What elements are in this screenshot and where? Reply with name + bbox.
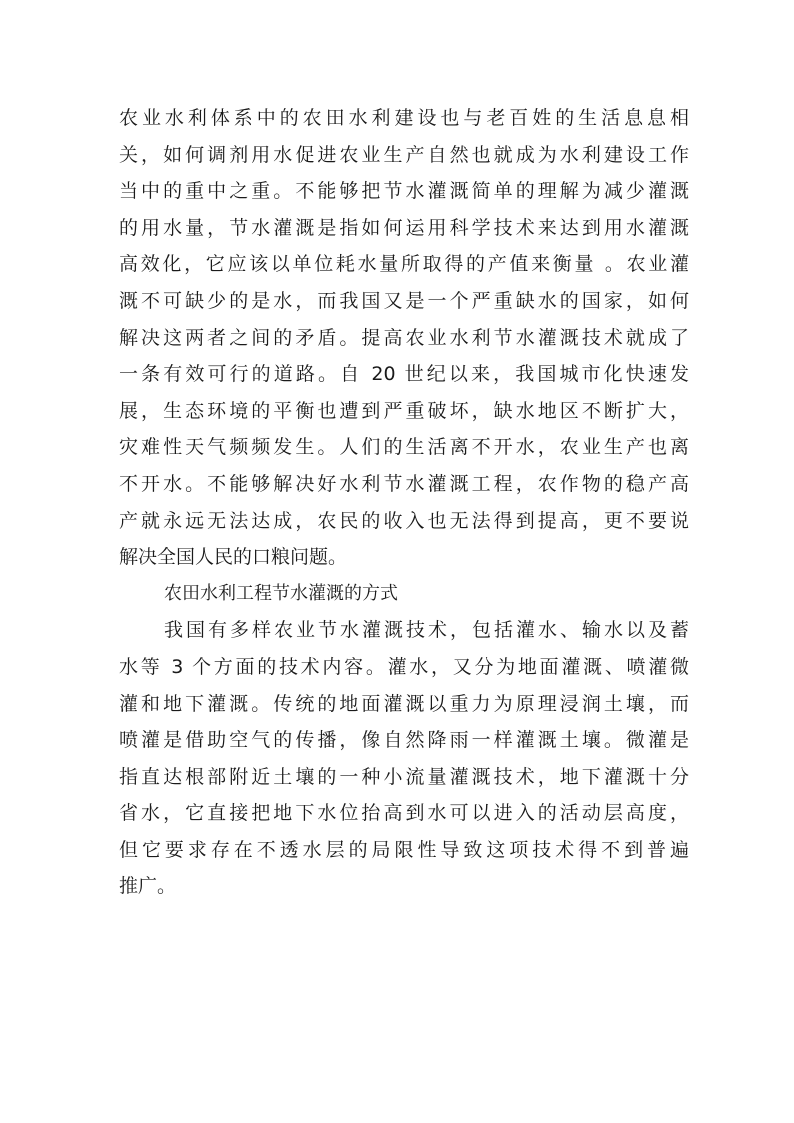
paragraph-line: 的用水量，节水灌溉是指如何运用科学技术来达到用水灌溉 — [119, 216, 689, 239]
paragraph-line: 溉不可缺少的是水，而我国又是一个严重缺水的国家，如何 — [119, 289, 689, 312]
paragraph-1 — [119, 100, 689, 576]
paragraph-line: 指直达根部附近土壤的一种小流量灌溉技术，地下灌溉十分 — [119, 765, 689, 788]
paragraph-line: 展，生态环境的平衡也遭到严重破坏，缺水地区不断扩大， — [119, 399, 689, 422]
paragraph-line: 高效化，它应该以单位耗水量所取得的产值来衡量 。农业灌 — [119, 253, 689, 276]
paragraph-line: 推广。 — [119, 875, 177, 898]
paragraph-line: 不开水。不能够解决好水利节水灌溉工程，农作物的稳产高 — [119, 472, 689, 495]
paragraph-line: 省水，它直接把地下水位抬高到水可以进入的活动层高度， — [119, 802, 689, 825]
document-body — [119, 100, 689, 905]
paragraph-line: 产就永远无法达成，农民的收入也无法得到提高，更不要说 — [119, 509, 689, 532]
paragraph-2 — [119, 612, 689, 905]
paragraph-line: 解决这两者之间的矛盾。提高农业水利节水灌溉技术就成了 — [119, 326, 689, 349]
paragraph-line: 当中的重中之重。不能够把节水灌溉简单的理解为减少灌溉 — [119, 180, 689, 203]
paragraph-line: 但它要求存在不透水层的局限性导致这项技术得不到普遍 — [119, 838, 689, 861]
paragraph-line: 农业水利体系中的农田水利建设也与老百姓的生活息息相 — [119, 107, 689, 129]
paragraph-line: 水等 3 个方面的技术内容。灌水，又分为地面灌溉、喷灌微 — [119, 655, 689, 678]
paragraph-line: 解决全国人民的口粮问题。 — [119, 546, 348, 569]
paragraph-line: 我国有多样农业节水灌溉技术，包括灌水、输水以及蓄 — [164, 619, 689, 642]
paragraph-line: 关，如何调剂用水促进农业生产自然也就成为水利建设工作 — [119, 143, 689, 166]
paragraph-line: 灌和地下灌溉。传统的地面灌溉以重力为原理浸润土壤，而 — [119, 692, 689, 715]
paragraph-line: 灾难性天气频频发生。人们的生活离不开水，农业生产也离 — [119, 436, 689, 459]
section-heading: 农田水利工程节水灌溉的方式 — [164, 582, 398, 604]
paragraph-line: 一条有效可行的道路。自 20 世纪以来，我国城市化快速发 — [119, 363, 689, 386]
paragraph-line: 喷灌是借助空气的传播，像自然降雨一样灌溉土壤。微灌是 — [119, 729, 689, 752]
